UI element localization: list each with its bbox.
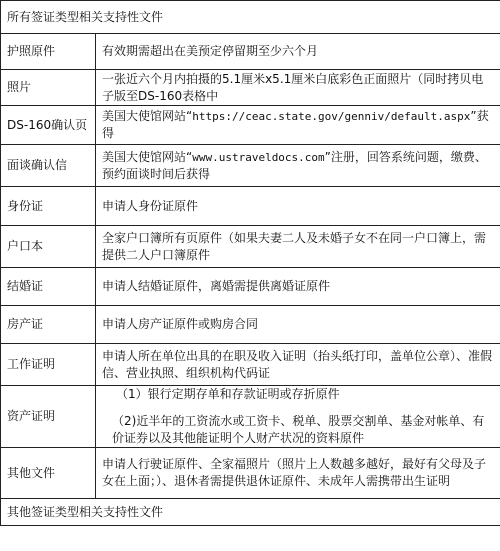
row-value: 全家户口簿所有页原件（如果夫妻二人及未婚子女不在同一户口簿上，需提供二人户口簿原件 xyxy=(96,226,500,268)
value-suffix: ”获得 xyxy=(102,109,489,140)
row-label: 面谈确认信 xyxy=(1,145,96,187)
section-title: 所有签证类型相关支持性文件 xyxy=(1,1,500,34)
row-label: 工作证明 xyxy=(1,344,96,386)
row-label: DS-160确认页 xyxy=(1,106,96,145)
row-label: 照片 xyxy=(1,70,96,106)
asset-item-1: （1）银行定期存单和存款证明或存折原件 xyxy=(116,387,340,401)
table-row-interview-letter xyxy=(1,145,500,187)
table-row-household-register xyxy=(1,226,500,268)
row-label: 身份证 xyxy=(1,187,96,226)
section-footer-row xyxy=(1,499,500,526)
row-value: 申请人行驶证原件、全家福照片（照片上人数越多越好，最好有父母及子女在上面；）、退休者需提供退休证原件、未成年人需携带出生证明 xyxy=(96,448,500,499)
value-suffix: ”注册，回答系统问题，缴费、预约面谈时间后获得 xyxy=(102,149,487,181)
row-label: 结婚证 xyxy=(1,268,96,306)
value-prefix: 美国大使馆网站“ xyxy=(102,109,193,123)
asset-item-2: （2)近半年的工资流水或工资卡、税单、股票交割单、基金对帐单、有价证券以及其他能证明个人财产状况的资料原件 xyxy=(112,414,485,445)
row-label: 其他文件 xyxy=(1,448,96,499)
table-row-marriage-certificate xyxy=(1,268,500,306)
table-row-asset-proof xyxy=(1,386,500,448)
row-value: 申请人所在单位出具的在职及收入证明（抬头纸打印，盖单位公章）、准假信、营业执照、组织机构代码证 xyxy=(96,344,500,386)
row-label: 护照原件 xyxy=(1,34,96,70)
row-label: 户口本 xyxy=(1,226,96,268)
row-value: 申请人身份证原件 xyxy=(96,187,500,226)
row-value xyxy=(96,145,500,187)
row-value: 申请人结婚证原件，离婚需提供离婚证原件 xyxy=(96,268,500,306)
value-prefix: 美国大使馆网站“ xyxy=(102,149,193,164)
table-row-employment-proof xyxy=(1,344,500,386)
ds160-url: https://ceac.state.gov/genniv/default.aspx xyxy=(192,110,471,123)
table-row-id-card xyxy=(1,187,500,226)
row-label: 房产证 xyxy=(1,306,96,344)
row-label: 资产证明 xyxy=(1,386,96,448)
row-value: 申请人房产证原件或购房合同 xyxy=(96,306,500,344)
table-row-other-documents xyxy=(1,448,500,499)
ustraveldocs-url: www.ustraveldocs.com xyxy=(192,150,325,164)
section-header-row xyxy=(1,1,500,34)
row-value: 一张近六个月内拍摄的5.1厘米x5.1厘米白底彩色正面照片（同时拷贝电子版至DS-160表格中 xyxy=(96,70,500,106)
row-value: 有效期需超出在美预定停留期至少六个月 xyxy=(96,34,500,70)
row-value xyxy=(96,386,500,448)
table-row-ds160 xyxy=(1,106,500,145)
footer-title: 其他签证类型相关支持性文件 xyxy=(1,499,500,526)
table-row-passport xyxy=(1,34,500,70)
table-row-photo xyxy=(1,70,500,106)
row-value xyxy=(96,106,500,145)
table-row-property-certificate xyxy=(1,306,500,344)
